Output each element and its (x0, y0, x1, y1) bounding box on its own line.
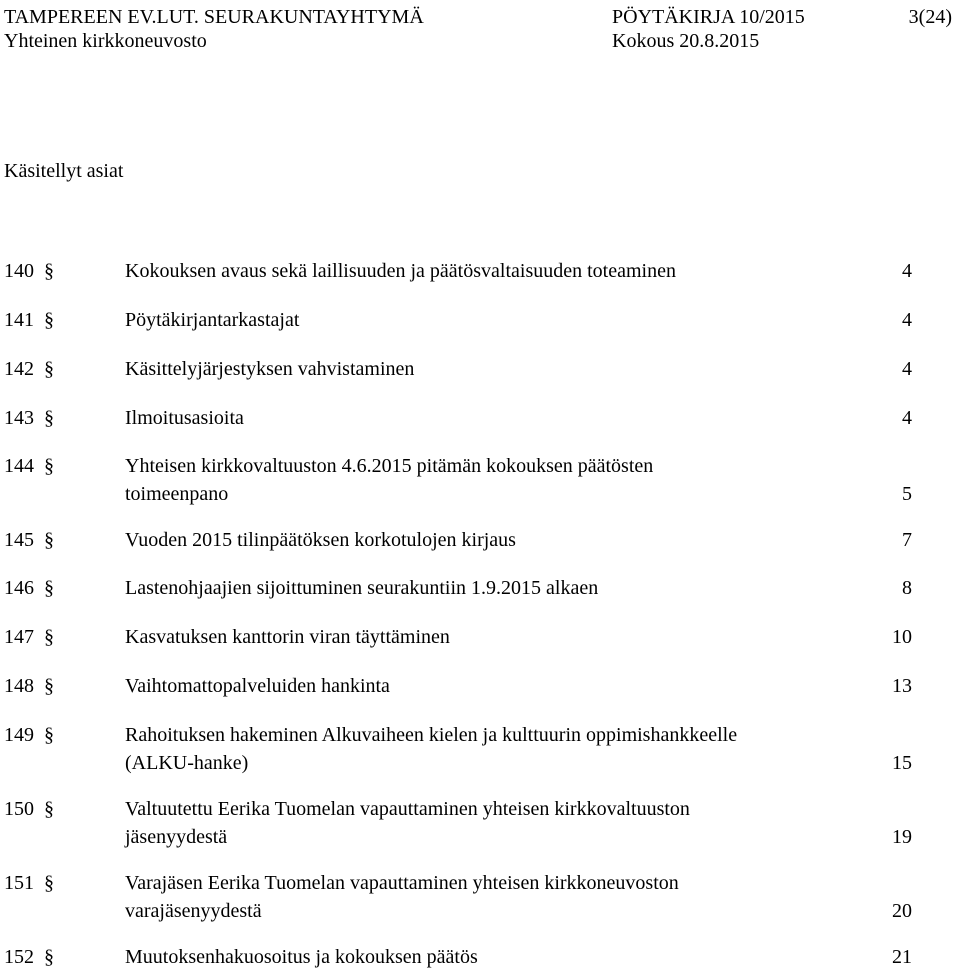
item-title (125, 795, 825, 851)
item-title-line: Varajäsen Eerika Tuomelan vapauttaminen yhteisen kirkkoneuvoston (125, 872, 679, 894)
item-title-line: Ilmoitusasioita (125, 407, 244, 429)
governing-body: Yhteinen kirkkoneuvosto (4, 30, 207, 52)
page-number: 3(24) (908, 6, 952, 28)
item-number: 152 (4, 946, 34, 968)
item-page-number: 15 (892, 752, 912, 774)
item-number: 151 (4, 872, 34, 894)
item-number: 145 (4, 529, 34, 551)
item-number: 143 (4, 407, 34, 429)
item-number: 144 (4, 455, 34, 477)
section-sign: § (44, 529, 54, 551)
item-title-line: Muutoksenhakuosoitus ja kokouksen päätös (125, 946, 478, 968)
section-sign: § (44, 455, 54, 477)
item-page-number: 13 (892, 675, 912, 697)
item-page-number: 19 (892, 826, 912, 848)
section-sign: § (44, 675, 54, 697)
item-number: 147 (4, 626, 34, 648)
item-number: 141 (4, 309, 34, 331)
section-sign: § (44, 358, 54, 380)
item-title (125, 306, 825, 334)
toc-row (0, 452, 960, 508)
item-page-number: 8 (902, 577, 912, 599)
item-title-line: Kasvatuksen kanttorin viran täyttäminen (125, 626, 450, 648)
item-title (125, 355, 825, 383)
item-title-line: varajäsenyydestä (125, 900, 262, 922)
item-title-line: Yhteisen kirkkovaltuuston 4.6.2015 pitämän kokouksen päätösten (125, 455, 654, 477)
section-sign: § (44, 798, 54, 820)
section-sign: § (44, 724, 54, 746)
toc-row (0, 257, 960, 285)
organization-name: TAMPEREEN EV.LUT. SEURAKUNTAYHTYMÄ (4, 6, 424, 28)
item-title-line: Rahoituksen hakeminen Alkuvaiheen kielen ja kulttuurin oppimishankkeelle (125, 724, 738, 746)
section-sign: § (44, 407, 54, 429)
toc-row (0, 623, 960, 651)
toc-row (0, 795, 960, 851)
item-title (125, 526, 825, 554)
item-number: 150 (4, 798, 34, 820)
item-page-number: 4 (902, 260, 912, 282)
toc-row (0, 672, 960, 700)
section-title: Käsitellyt asiat (4, 160, 124, 182)
item-title-line: Vaihtomattopalveluiden hankinta (125, 675, 390, 697)
item-title (125, 257, 825, 285)
item-title-line: Vuoden 2015 tilinpäätöksen korkotulojen kirjaus (125, 529, 516, 551)
item-title (125, 623, 825, 651)
item-page-number: 7 (902, 529, 912, 551)
toc-row (0, 721, 960, 777)
item-title-line: Lastenohjaajien sijoittuminen seurakuntiin 1.9.2015 alkaen (125, 577, 599, 599)
document-title: PÖYTÄKIRJA 10/2015 (612, 6, 805, 28)
item-title-line: Valtuutettu Eerika Tuomelan vapauttaminen yhteisen kirkkovaltuuston (125, 798, 690, 820)
item-title-line: Kokouksen avaus sekä laillisuuden ja päätösvaltaisuuden toteaminen (125, 260, 676, 282)
item-page-number: 4 (902, 358, 912, 380)
item-page-number: 10 (892, 626, 912, 648)
meeting-date: Kokous 20.8.2015 (612, 30, 760, 52)
toc-row (0, 574, 960, 602)
item-title (125, 574, 825, 602)
item-page-number: 5 (902, 483, 912, 505)
item-number: 142 (4, 358, 34, 380)
toc-row (0, 943, 960, 971)
item-title (125, 721, 825, 777)
item-page-number: 21 (892, 946, 912, 968)
item-number: 146 (4, 577, 34, 599)
section-sign: § (44, 872, 54, 894)
section-sign: § (44, 260, 54, 282)
item-title (125, 869, 825, 925)
section-sign: § (44, 946, 54, 968)
item-title (125, 452, 825, 508)
section-sign: § (44, 626, 54, 648)
toc-row (0, 526, 960, 554)
item-number: 149 (4, 724, 34, 746)
item-number: 148 (4, 675, 34, 697)
item-title (125, 943, 825, 971)
item-title-line: Käsittelyjärjestyksen vahvistaminen (125, 358, 415, 380)
item-title (125, 672, 825, 700)
item-page-number: 4 (902, 309, 912, 331)
section-sign: § (44, 309, 54, 331)
toc-row (0, 404, 960, 432)
item-page-number: 20 (892, 900, 912, 922)
toc-row (0, 869, 960, 925)
item-page-number: 4 (902, 407, 912, 429)
section-sign: § (44, 577, 54, 599)
item-number: 140 (4, 260, 34, 282)
item-title-line: jäsenyydestä (125, 826, 228, 848)
item-title (125, 404, 825, 432)
item-title-line: (ALKU-hanke) (125, 752, 249, 774)
toc-row (0, 306, 960, 334)
header-line-2 (0, 27, 960, 55)
toc-row (0, 355, 960, 383)
item-title-line: Pöytäkirjantarkastajat (125, 309, 300, 331)
item-title-line: toimeenpano (125, 483, 229, 505)
